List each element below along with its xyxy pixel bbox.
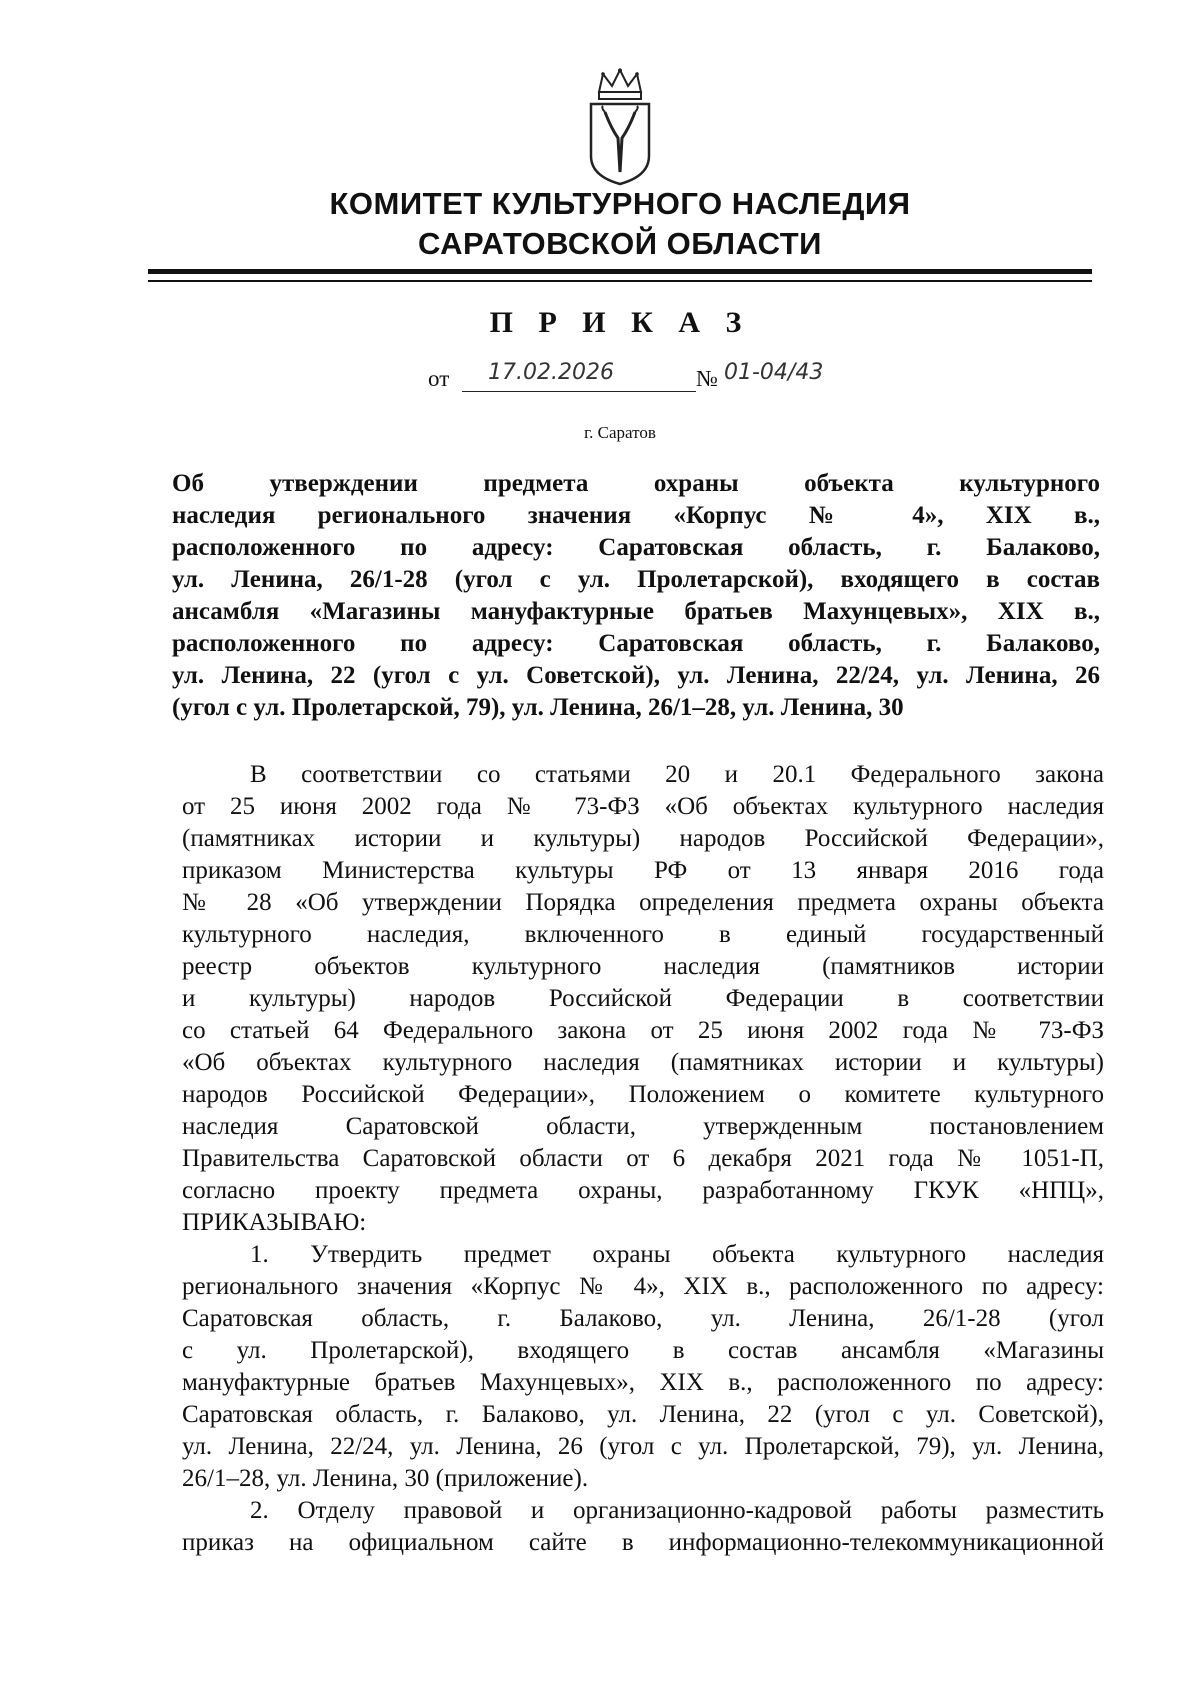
body-line: «Об объектах культурного наследия (памятниках истории и культуры) xyxy=(182,1049,1104,1076)
body-line: ПРИКАЗЫВАЮ: xyxy=(182,1209,367,1236)
title-line: ул. Ленина, 22 (угол с ул. Советской), ул. Ленина, 22/24, ул. Ленина, 26 xyxy=(172,662,1100,689)
body-line: Правительства Саратовской области от 6 декабря 2021 года № 1051-П, xyxy=(182,1145,1104,1172)
body-line: и культуры) народов Российской Федерации в соответствии xyxy=(182,985,1104,1012)
body-line: реестр объектов культурного наследия (памятников истории xyxy=(182,953,1104,980)
body-line: приказ на официальном сайте в информационно-телекоммуникационной xyxy=(182,1529,1104,1556)
number-prefix: № xyxy=(696,366,718,391)
document-title xyxy=(172,468,1100,724)
body-line: (памятниках истории и культуры) народов Российской Федерации», xyxy=(182,825,1104,852)
body-line: от 25 июня 2002 года № 73-ФЗ «Об объектах культурного наследия xyxy=(182,793,1104,820)
body-line: народов Российской Федерации», Положением о комитете культурного xyxy=(182,1081,1104,1108)
document-type: П Р И К А З xyxy=(489,306,751,339)
title-line: Об утверждении предмета охраны объекта культурного xyxy=(172,470,1100,497)
title-line: ансамбля «Магазины мануфактурные братьев Махунцевых», XIX в., xyxy=(172,598,1100,625)
organization-name-line-1: КОМИТЕТ КУЛЬТУРНОГО НАСЛЕДИЯ xyxy=(329,186,911,221)
title-line: наследия регионального значения «Корпус № 4», XIX в., xyxy=(172,502,1100,529)
body-line: 1. Утвердить предмет охраны объекта культурного наследия xyxy=(250,1241,1104,1268)
title-line: расположенного по адресу: Саратовская область, г. Балаково, xyxy=(172,630,1100,657)
body-line: 26/1–28, ул. Ленина, 30 (приложение). xyxy=(182,1465,589,1492)
saratov-coat-of-arms-icon xyxy=(585,68,655,186)
header-divider-thick xyxy=(148,269,1092,274)
document-date: 17.02.2026 xyxy=(488,360,614,385)
organization-name-line-2: САРАТОВСКОЙ ОБЛАСТИ xyxy=(418,226,822,261)
document-city: г. Саратов xyxy=(584,423,656,442)
body-line: ул. Ленина, 22/24, ул. Ленина, 26 (угол с ул. Пролетарской, 79), ул. Ленина, xyxy=(182,1433,1104,1460)
title-line: ул. Ленина, 26/1-28 (угол с ул. Пролетарской), входящего в состав xyxy=(172,566,1100,593)
body-line: со статьей 64 Федерального закона от 25 июня 2002 года № 73-ФЗ xyxy=(182,1017,1104,1044)
title-line: расположенного по адресу: Саратовская область, г. Балаково, xyxy=(172,534,1100,561)
body-line: № 28 «Об утверждении Порядка определения предмета охраны объекта xyxy=(182,889,1104,916)
body-line: В соответствии со статьями 20 и 20.1 Федерального закона xyxy=(250,761,1104,788)
body-line: мануфактурные братьев Махунцевых», XIX в., расположенного по адресу: xyxy=(182,1369,1104,1396)
body-line: регионального значения «Корпус № 4», XIX в., расположенного по адресу: xyxy=(182,1273,1104,1300)
date-prefix: от xyxy=(428,366,450,391)
body-line: согласно проекту предмета охраны, разработанному ГКУК «НПЦ», xyxy=(182,1177,1104,1204)
body-line: наследия Саратовской области, утвержденным постановлением xyxy=(182,1113,1104,1140)
body-line: с ул. Пролетарской), входящего в состав ансамбля «Магазины xyxy=(182,1337,1104,1364)
document-number: 01-04/43 xyxy=(724,360,824,385)
organization-name xyxy=(0,184,1200,264)
body-line: культурного наследия, включенного в единый государственный xyxy=(182,921,1104,948)
body-line: приказом Министерства культуры РФ от 13 января 2016 года xyxy=(182,857,1104,884)
body-line: 2. Отделу правовой и организационно-кадровой работы разместить xyxy=(250,1497,1104,1524)
body-line: Саратовская область, г. Балаково, ул. Ленина, 26/1-28 (угол xyxy=(182,1305,1104,1332)
document-body xyxy=(182,759,1104,1559)
title-line: (угол с ул. Пролетарской, 79), ул. Ленина, 26/1–28, ул. Ленина, 30 xyxy=(172,694,904,721)
body-line: Саратовская область, г. Балаково, ул. Ленина, 22 (угол с ул. Советской), xyxy=(182,1401,1104,1428)
header-divider-thin xyxy=(148,280,1092,282)
date-underline xyxy=(462,391,696,392)
